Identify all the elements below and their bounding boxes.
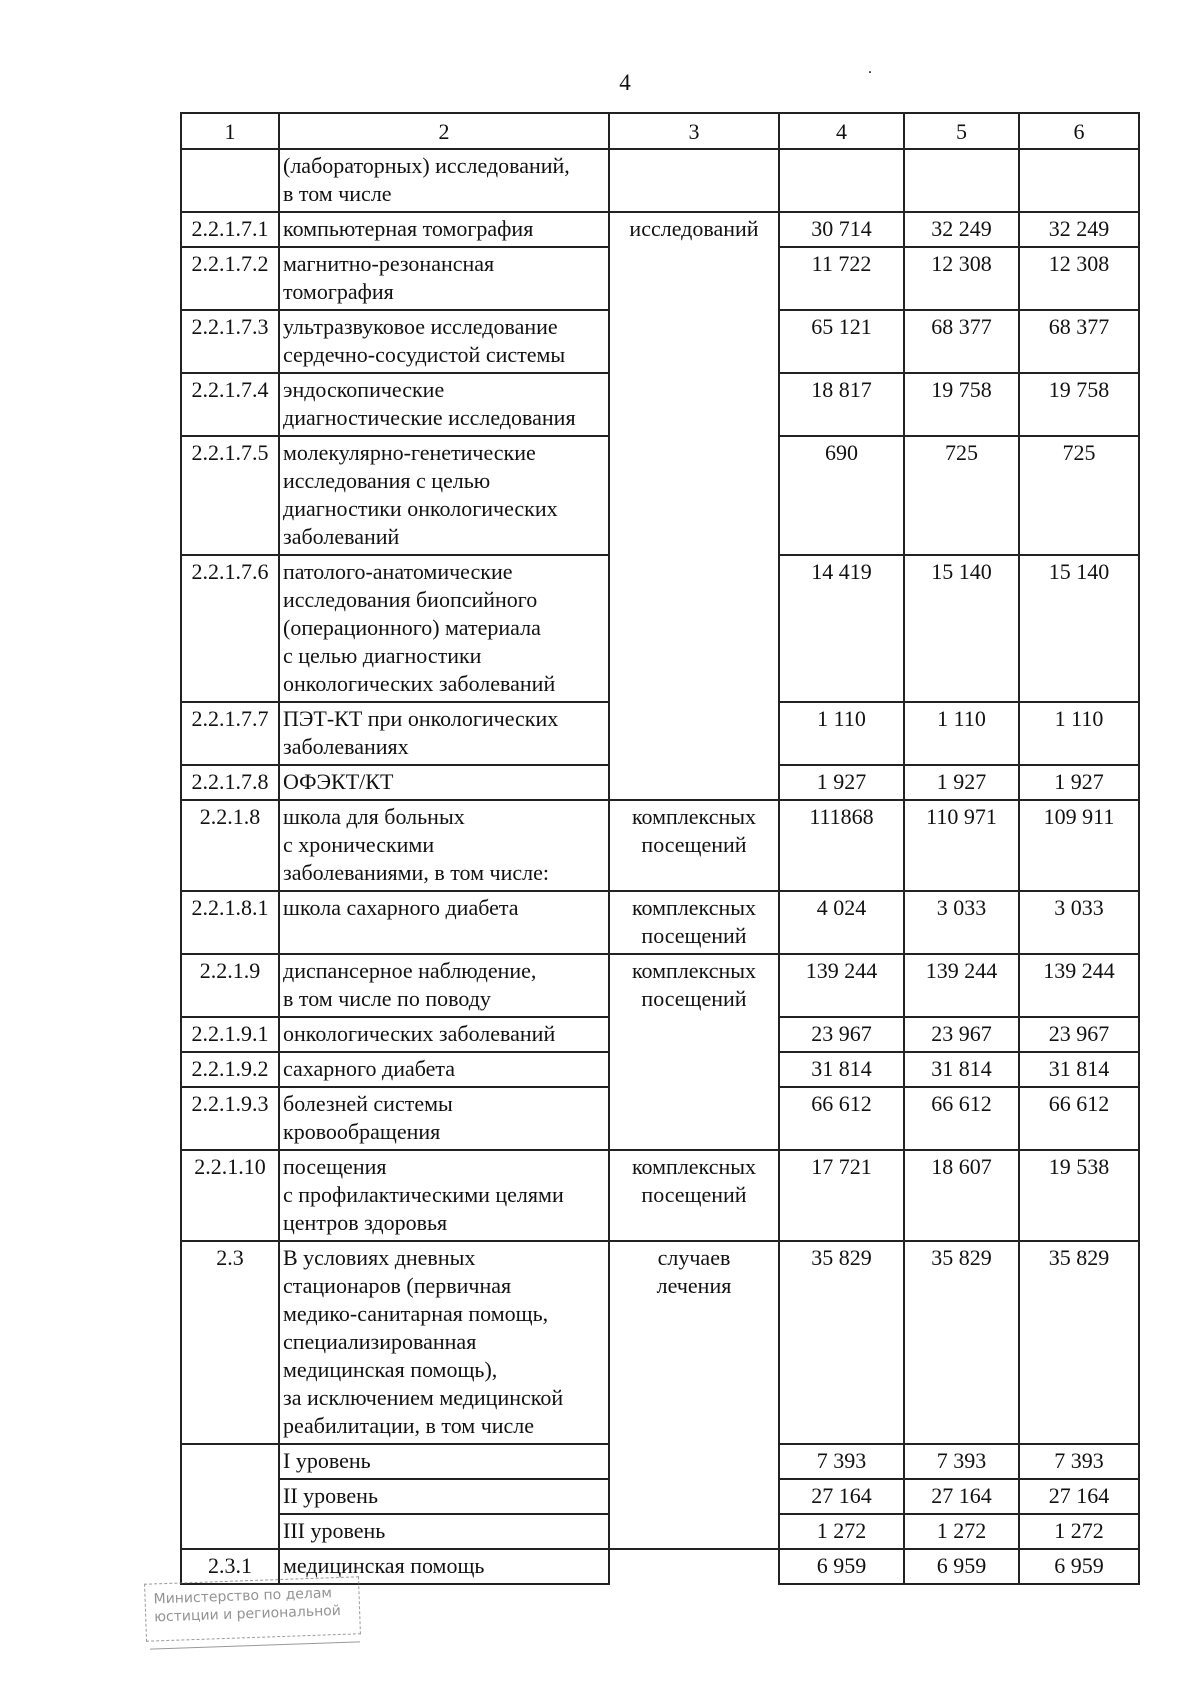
row-code: 2.2.1.7.3 (181, 310, 279, 373)
value-col5: 19 758 (904, 373, 1019, 436)
row-unit (609, 149, 779, 212)
value-col5: 110 971 (904, 800, 1019, 891)
row-description: (лабораторных) исследований, в том числе (279, 149, 609, 212)
col-header: 3 (609, 113, 779, 149)
value-col4: 1 272 (779, 1514, 904, 1549)
value-col6: 1 110 (1019, 702, 1139, 765)
row-description: эндоскопические диагностические исследования (279, 373, 609, 436)
value-col4: 31 814 (779, 1052, 904, 1087)
value-col4: 65 121 (779, 310, 904, 373)
row-code: 2.2.1.10 (181, 1150, 279, 1241)
row-description: В условиях дневных стационаров (первичная медико-санитарная помощь, специализированная медицинская помощь), за исключением медицинской реабилитации, в том числе (279, 1241, 609, 1444)
row-description: I уровень (279, 1444, 609, 1479)
value-col4: 35 829 (779, 1241, 904, 1444)
value-col5: 27 164 (904, 1479, 1019, 1514)
row-code: 2.2.1.7.7 (181, 702, 279, 765)
row-description: болезней системы кровообращения (279, 1087, 609, 1150)
row-code: 2.2.1.9 (181, 954, 279, 1017)
table-row (181, 1150, 1139, 1241)
value-col4: 14 419 (779, 555, 904, 702)
row-description: ПЭТ-КТ при онкологических заболеваниях (279, 702, 609, 765)
row-code: 2.3.1 (181, 1549, 279, 1584)
value-col6: 12 308 (1019, 247, 1139, 310)
row-code: 2.2.1.7.5 (181, 436, 279, 555)
value-col6: 109 911 (1019, 800, 1139, 891)
value-col5: 139 244 (904, 954, 1019, 1017)
page-number: 4 (619, 70, 631, 95)
value-col4: 6 959 (779, 1549, 904, 1584)
value-col4: 66 612 (779, 1087, 904, 1150)
row-description: сахарного диабета (279, 1052, 609, 1087)
value-col5 (904, 149, 1019, 212)
row-description: медицинская помощь (279, 1549, 609, 1584)
value-col6: 19 538 (1019, 1150, 1139, 1241)
row-unit: комплексных посещений (609, 891, 779, 954)
value-col5: 66 612 (904, 1087, 1019, 1150)
value-col5: 35 829 (904, 1241, 1019, 1444)
value-col5: 1 272 (904, 1514, 1019, 1549)
value-col4: 30 714 (779, 212, 904, 247)
value-col6: 725 (1019, 436, 1139, 555)
table-row (181, 891, 1139, 954)
value-col4: 1 927 (779, 765, 904, 800)
value-col5: 725 (904, 436, 1019, 555)
row-unit: исследований (609, 212, 779, 800)
header-row (181, 113, 1139, 149)
row-description: III уровень (279, 1514, 609, 1549)
scan-mark: . (868, 60, 872, 77)
row-code: 2.2.1.8 (181, 800, 279, 891)
row-unit: случаев лечения (609, 1241, 779, 1549)
value-col6: 27 164 (1019, 1479, 1139, 1514)
value-col4: 11 722 (779, 247, 904, 310)
col-header: 1 (181, 113, 279, 149)
col-header: 5 (904, 113, 1019, 149)
value-col4: 17 721 (779, 1150, 904, 1241)
value-col6: 35 829 (1019, 1241, 1139, 1444)
row-code: 2.2.1.7.8 (181, 765, 279, 800)
col-header: 6 (1019, 113, 1139, 149)
col-header: 4 (779, 113, 904, 149)
row-code: 2.2.1.7.6 (181, 555, 279, 702)
row-description: онкологических заболеваний (279, 1017, 609, 1052)
table-row (181, 149, 1139, 212)
value-col6: 7 393 (1019, 1444, 1139, 1479)
row-code: 2.3 (181, 1241, 279, 1444)
table-row (181, 212, 1139, 247)
row-unit: комплексных посещений (609, 800, 779, 891)
row-code: 2.2.1.9.2 (181, 1052, 279, 1087)
row-code: 2.2.1.7.2 (181, 247, 279, 310)
value-col4: 23 967 (779, 1017, 904, 1052)
row-code: 2.2.1.7.1 (181, 212, 279, 247)
row-description: II уровень (279, 1479, 609, 1514)
row-description: ОФЭКТ/КТ (279, 765, 609, 800)
row-code: 2.2.1.8.1 (181, 891, 279, 954)
row-description: посещения с профилактическими целями центров здоровья (279, 1150, 609, 1241)
value-col4: 18 817 (779, 373, 904, 436)
value-col4: 27 164 (779, 1479, 904, 1514)
row-code: 2.2.1.9.3 (181, 1087, 279, 1150)
row-description: диспансерное наблюдение, в том числе по поводу (279, 954, 609, 1017)
value-col6: 23 967 (1019, 1017, 1139, 1052)
value-col6: 66 612 (1019, 1087, 1139, 1150)
row-unit: комплексных посещений (609, 954, 779, 1150)
value-col6: 32 249 (1019, 212, 1139, 247)
row-description: компьютерная томография (279, 212, 609, 247)
row-code (181, 1444, 279, 1549)
value-col4: 7 393 (779, 1444, 904, 1479)
value-col4: 139 244 (779, 954, 904, 1017)
value-col5: 3 033 (904, 891, 1019, 954)
value-col5: 15 140 (904, 555, 1019, 702)
value-col5: 32 249 (904, 212, 1019, 247)
col-header: 2 (279, 113, 609, 149)
stamp-line: Министерство по делам (153, 1585, 333, 1608)
value-col6: 31 814 (1019, 1052, 1139, 1087)
value-col4: 111868 (779, 800, 904, 891)
row-code: 2.2.1.9.1 (181, 1017, 279, 1052)
stamp-underline (150, 1641, 360, 1649)
value-col4 (779, 149, 904, 212)
value-col4: 1 110 (779, 702, 904, 765)
value-col6: 6 959 (1019, 1549, 1139, 1584)
table-row (181, 800, 1139, 891)
row-code (181, 149, 279, 212)
value-col5: 23 967 (904, 1017, 1019, 1052)
value-col6: 1 927 (1019, 765, 1139, 800)
value-col5: 31 814 (904, 1052, 1019, 1087)
table-row (181, 1241, 1139, 1444)
value-col6 (1019, 149, 1139, 212)
value-col6: 19 758 (1019, 373, 1139, 436)
table-row (181, 954, 1139, 1017)
value-col6: 15 140 (1019, 555, 1139, 702)
row-description: ультразвуковое исследование сердечно-сосудистой системы (279, 310, 609, 373)
row-unit (609, 1549, 779, 1584)
value-col5: 68 377 (904, 310, 1019, 373)
row-description: школа сахарного диабета (279, 891, 609, 954)
value-col4: 4 024 (779, 891, 904, 954)
row-description: магнитно-резонансная томография (279, 247, 609, 310)
ministry-stamp (144, 1576, 361, 1641)
value-col6: 3 033 (1019, 891, 1139, 954)
value-col6: 1 272 (1019, 1514, 1139, 1549)
row-description: школа для больных с хроническими заболеваниями, в том числе: (279, 800, 609, 891)
value-col5: 18 607 (904, 1150, 1019, 1241)
value-col4: 690 (779, 436, 904, 555)
value-col6: 139 244 (1019, 954, 1139, 1017)
indicators-table (180, 112, 1140, 1585)
row-description: патолого-анатомические исследования биопсийного (операционного) материала с целью диагностики онкологических заболеваний (279, 555, 609, 702)
value-col5: 12 308 (904, 247, 1019, 310)
value-col5: 1 927 (904, 765, 1019, 800)
value-col6: 68 377 (1019, 310, 1139, 373)
row-unit: комплексных посещений (609, 1150, 779, 1241)
value-col5: 7 393 (904, 1444, 1019, 1479)
value-col5: 6 959 (904, 1549, 1019, 1584)
stamp-line: юстиции и региональной (153, 1602, 342, 1626)
value-col5: 1 110 (904, 702, 1019, 765)
row-code: 2.2.1.7.4 (181, 373, 279, 436)
row-description: молекулярно-генетические исследования с целью диагностики онкологических заболеваний (279, 436, 609, 555)
